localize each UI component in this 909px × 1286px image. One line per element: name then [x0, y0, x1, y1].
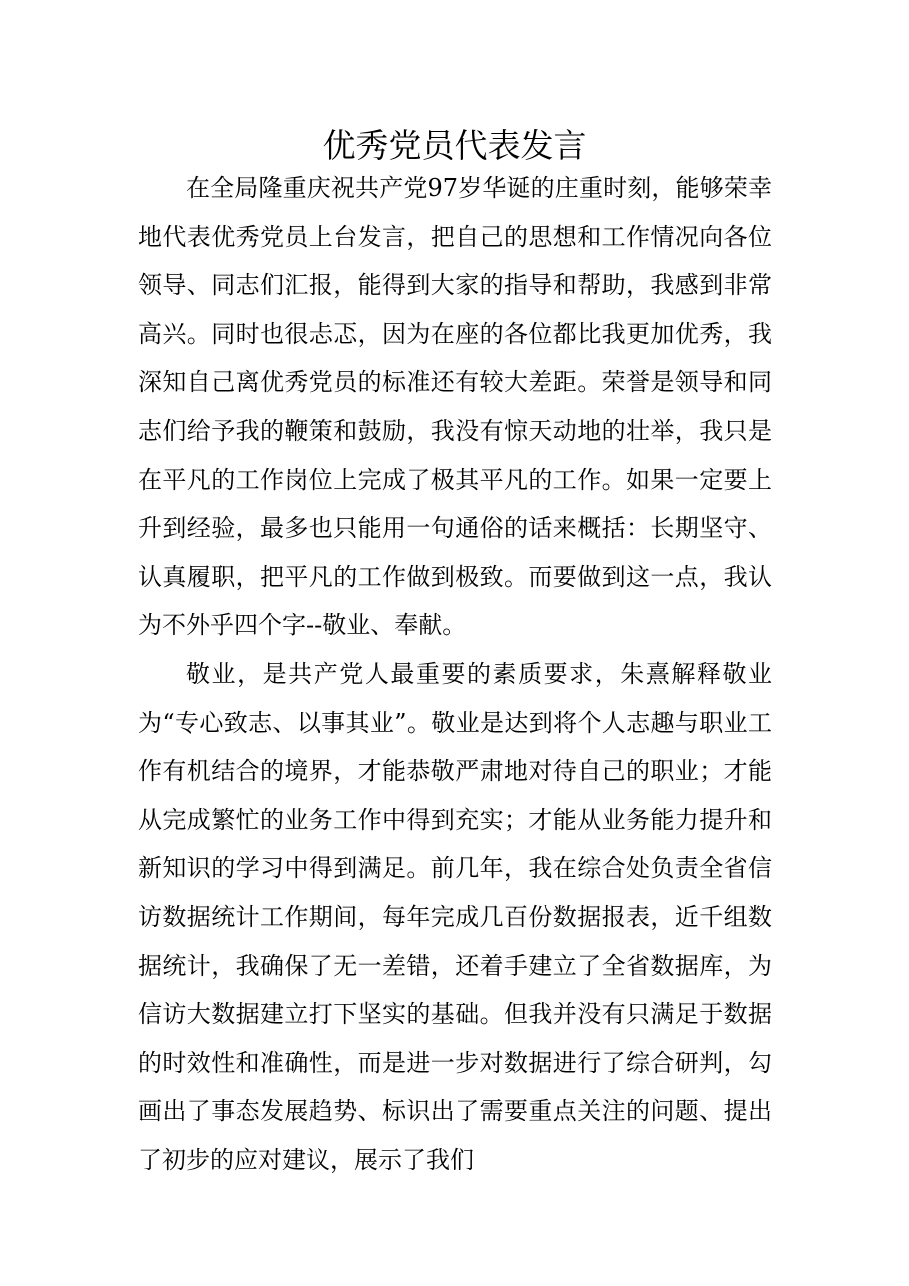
document-body [138, 164, 772, 1184]
document-title: 优秀党员代表发言 [322, 126, 587, 165]
body-paragraph-1: 在全局隆重庆祝共产党97岁华诞的庄重时刻，能够荣幸地代表优秀党员上台发言，把自己的思想和工作情况向各位领导、同志们汇报，能得到大家的指导和帮助，我感到非常高兴。同时也很忐忑，因为在座的各位都比我更加优秀，我深知自己离优秀党员的标准还有较大差距。荣誉是领导和同志们给予我的鞭策和鼓励，我没有惊天动地的壮举，我只是在平凡的工作岗位上完成了极其平凡的工作。如果一定要上升到经验，最多也只能用一句通俗的话来概括：长期坚守、认真履职，把平凡的工作做到极致。而要做到这一点，我认为不外乎四个字--敬业、奉献。 [138, 174, 772, 640]
body-paragraph-2: 敬业，是共产党人最重要的素质要求，朱熹解释敬业为“专心致志、以事其业”。敬业是达到将个人志趣与职业工作有机结合的境界，才能恭敬严肃地对待自己的职业；才能从完成繁忙的业务工作中得到充实；才能从业务能力提升和新知识的学习中得到满足。前几年，我在综合处负责全省信访数据统计工作期间，每年完成几百份数据报表，近千组数据统计，我确保了无一差错，还着手建立了全省数据库，为信访大数据建立打下坚实的基础。但我并没有只满足于数据的时效性和准确性，而是进一步对数据进行了综合研判，勾画出了事态发展趋势、标识出了需要重点关注的问题、提出了初步的应对建议，展示了我们 [138, 659, 772, 1174]
